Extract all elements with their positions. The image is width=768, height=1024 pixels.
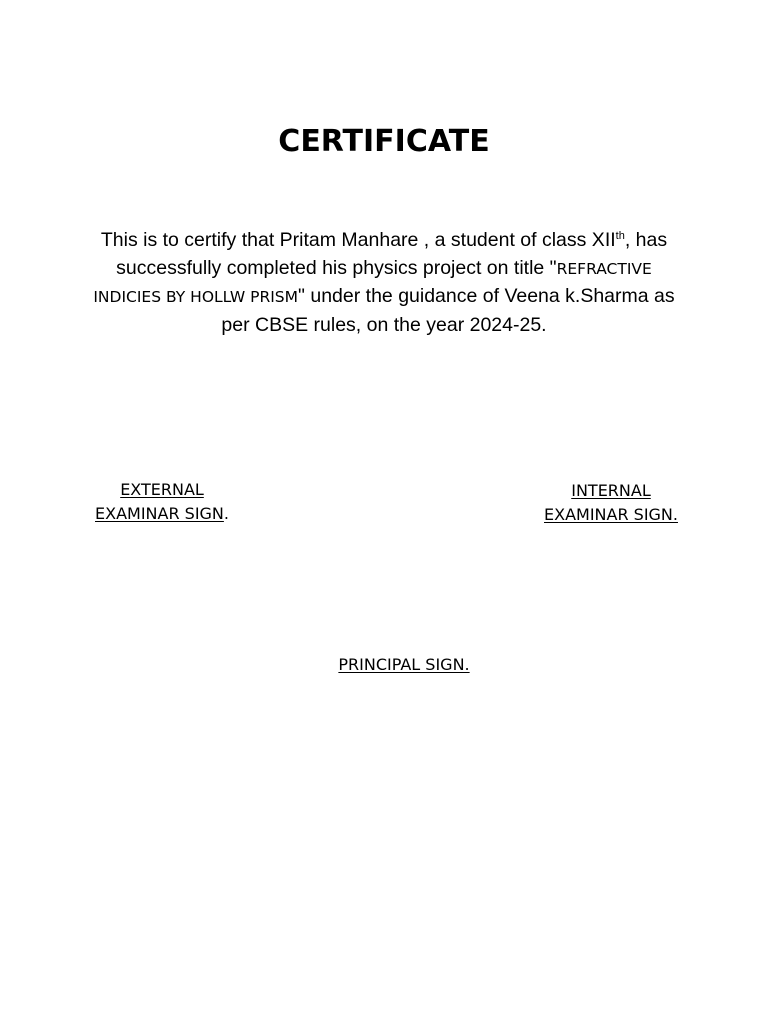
external-sign-suffix: . (223, 504, 229, 523)
project-title: REFRACTIVE INDICIES BY HOLLW PRISM (93, 259, 652, 306)
body-text-part-2: , has successfully completed his physics project on title " (116, 229, 668, 279)
page-title: CERTIFICATE (278, 124, 490, 159)
internal-examiner-sign (511, 479, 711, 527)
external-sign-line-2: EXAMINAR SIGN (95, 504, 224, 523)
external-examiner-sign (62, 478, 262, 526)
principal-sign (304, 653, 504, 677)
body-text-part-1: This is to certify that Pritam Manhare , a student of class XII (100, 229, 616, 251)
body-text-part-3: " under the guidance of Veena k.Sharma as per CBSE rules, on the year 2024-25. (221, 285, 675, 336)
external-sign-line-1: EXTERNAL (120, 480, 204, 499)
internal-sign-line-2: EXAMINAR SIGN. (544, 505, 678, 524)
internal-sign-line-1: INTERNAL (571, 481, 651, 500)
certificate-body (84, 227, 684, 339)
body-superscript: th (615, 230, 625, 242)
principal-sign-label: PRINCIPAL SIGN. (338, 655, 470, 674)
